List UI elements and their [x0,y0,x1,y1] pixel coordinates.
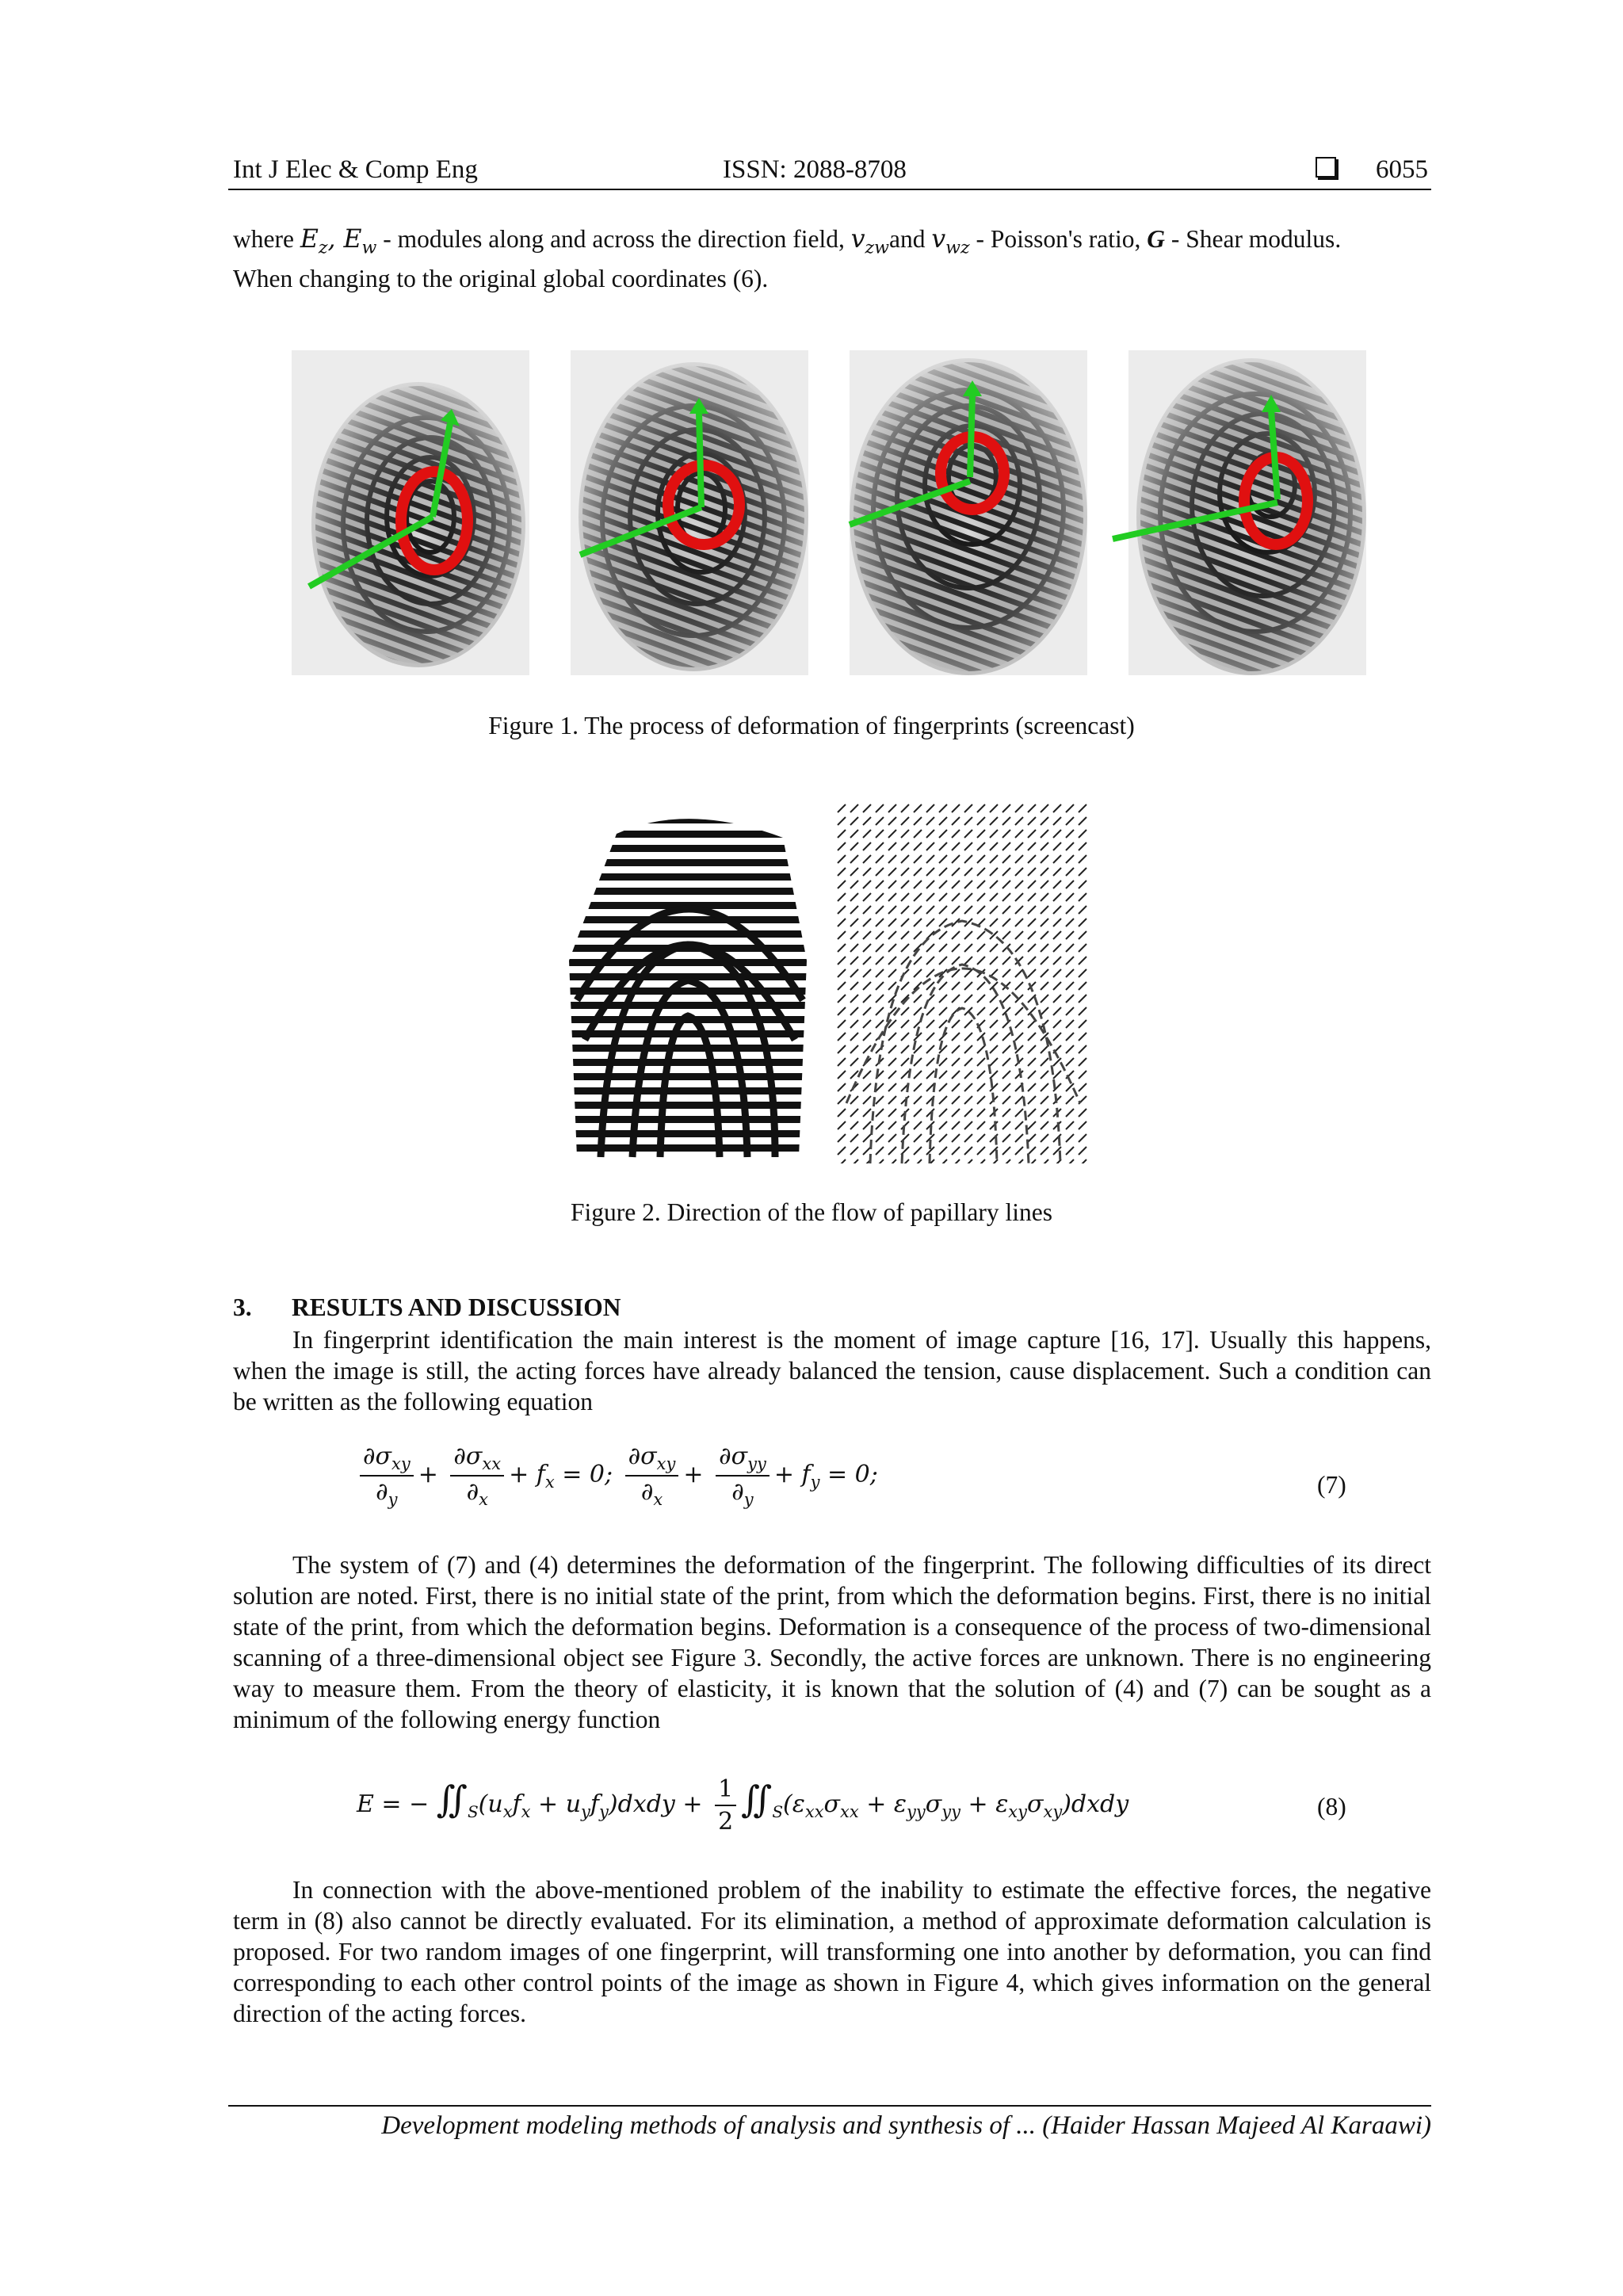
intro-paragraph [233,223,1431,294]
equation-8: E = − $∬_S(u_xf_x$ + $u_yf_y)dxdy$ + $\frac{1}{2}$ $∬_S(\varepsilon_{xx}\sigma_{xx} + \varepsilon_{yy}\sigma_{yy}$ + $\varepsilon_{xy}\sigma_{xy})dxdy$ [357,1775,1129,1836]
page-number: 6055 [1376,155,1428,184]
figure-1-caption: Figure 1. The process of deformation of fingerprints (screencast) [488,712,1135,739]
intro-line-2: When changing to the original global coordinates (6). [233,265,769,293]
figure-2-caption: Figure 2. Direction of the flow of papillary lines [571,1198,1052,1226]
footer-rule [228,2105,1431,2107]
equation-7-number: (7) [1317,1471,1346,1499]
equation-7: $\frac{\partial\sigma_{xy}}{\partial_y}$ + $\frac{\partial\sigma_{xx}}{\partial_x}$ + $f_x = 0$; $\frac{\partial\sigma_{xy}}{\partial_x}$ + $\frac{\partial\sigma_{yy}}{\partial_y}$ + $f_y = 0$; [355,1442,878,1509]
fingerprint-3 [850,350,1087,675]
fingerprint-ridges [569,819,807,1157]
fingerprint-1 [292,350,529,675]
running-footer: Development modeling methods of analysis and synthesis of ... (Haider Hassan Majeed Al Karaawi) [381,2111,1431,2140]
section-title: RESULTS AND DISCUSSION [292,1293,621,1321]
section-number: 3. [233,1293,252,1321]
paragraph-1: In fingerprint identification the main interest is the moment of image capture [16, 17]. Usually this happens, when the image is still, the acting forces have already balanced the tension, cause displacement. Such a condition can be written as the following equation [233,1326,1431,1415]
fingerprint-4 [1113,350,1366,675]
header-rule [228,189,1431,190]
figure-2-image [569,802,1095,1167]
intro-line-1: where $E_z$, $E_w$ - modules along and across the direction field, $v_{zw}and$ $v_{wz}$ - Poisson's ratio, G - Shear modulus. [233,225,1342,258]
square-bullet-icon [1316,157,1336,178]
figure-1-image [292,350,1369,677]
running-header-issn: ISSN: 2088-8708 [723,155,907,184]
equation-8-number: (8) [1317,1793,1346,1820]
fingerprint-2 [571,350,808,675]
running-header-journal: Int J Elec & Comp Eng [233,155,478,184]
direction-field [835,802,1089,1163]
paragraph-3: In connection with the above-mentioned problem of the inability to estimate the effective forces, the negative term in (8) also cannot be directly evaluated. For its elimination, a method of approximate deformation calculation is proposed. For two random images of one fingerprint, will transforming one into another by deformation, you can find corresponding to each other control points of the image as shown in Figure 4, which gives information on the general direction of the acting forces. [233,1876,1431,2027]
paragraph-2: The system of (7) and (4) determines the deformation of the fingerprint. The following difficulties of its direct solution are noted. First, there is no initial state of the print, from which the deformation begins. First, there is no initial state of the print, from which the deformation begins. Deformation is a consequence of the process of two-dimensional scanning of a three-dimensional object see Figure 3. Secondly, the active forces are unknown. There is no engineering way to measure them. From the theory of elasticity, it is known that the solution of (4) and (7) can be sought as a minimum of the following energy function [233,1551,1431,1733]
